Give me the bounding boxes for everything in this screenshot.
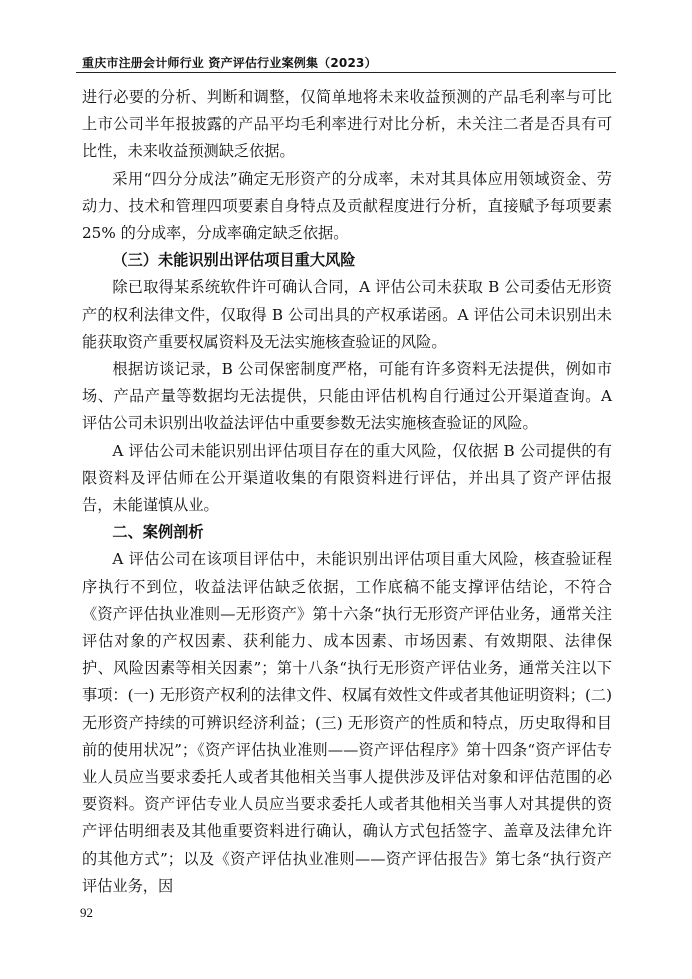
paragraph-case-analysis: A 评估公司在该项目评估中，未能识别出评估项目重大风险，核查验证程序执行不到位，收益法评估缺乏依据，工作底稿不能支撑评估结论，不符合《资产评估执业准则—无形资产》第十六条“执行无形资产评估业务，通常关注评估对象的产权因素、获利能力、成本因素、市场因素、有效期限、法律保护、风险因素等相关因素”；第十八条“执行无形资产评估业务，通常关注以下事项：(一) 无形资产权利的法律文件、权属有效性文件或者其他证明资料；(二) 无形资产持续的可辨识经济利益；(三) 无形资产的性质和特点，历史取得和目前的使用状况”；《资产评估执业准则——资产评估程序》第十四条“资产评估专业人员应当要求委托人或者其他相关当事人提供涉及评估对象和评估范围的必要资料。资产评估专业人员应当要求委托人或者其他相关当事人对其提供的资产评估明细表及其他重要资料进行确认，确认方式包括签字、盖章及法律允许的其他方式”；以及《资产评估执业准则——资产评估报告》第七条“执行资产评估业务，因 [82,550,612,895]
paragraph-interview-records: 根据访谈记录，B 公司保密制度严格，可能有许多资料无法提供，例如市场、产品产量等数据均无法提供，只能由评估机构自行通过公开渠道查询。A 评估公司未识别出收益法评估中重要参数无法实施核查验证的风险。 [82,360,612,433]
paragraph-sharing-rate: 采用“四分分成法”确定无形资产的分成率，未对其具体应用领域资金、劳动力、技术和管理四项要素自身特点及贡献程度进行分析，直接赋予每项要素 25% 的分成率，分成率确定缺乏依据。 [82,169,612,243]
body-text [82,84,612,900]
paragraph-gross-margin: 进行必要的分析、判断和调整，仅简单地将未来收益预测的产品毛利率与可比上市公司半年报披露的产品平均毛利率进行对比分析，未关注二者是否具有可比性，未来收益预测缺乏依据。 [82,88,612,161]
paragraph-major-risk: A 评估公司未能识别出评估项目存在的重大风险，仅依据 B 公司提供的有限资料及评估师在公开渠道收集的有限资料进行评估，并出具了资产评估报告，未能谨慎从业。 [82,441,612,515]
paragraph-ownership-docs: 除已取得某系统软件许可确认合同，A 评估公司未获取 B 公司委估无形资产的权利法律文件，仅取得 B 公司出具的产权承诺函。A 评估公司未识别出未能获取资产重要权属资料及无法实施核查验证的风险。 [82,278,612,351]
section-heading-analysis: 二、案例剖析 [112,523,204,542]
header-rule [76,72,616,73]
page-number: 92 [80,905,93,920]
section-heading-risk: （三）未能识别出评估项目重大风险 [112,251,356,270]
running-header: 重庆市注册会计师行业 资产评估行业案例集（2023） [82,56,377,70]
